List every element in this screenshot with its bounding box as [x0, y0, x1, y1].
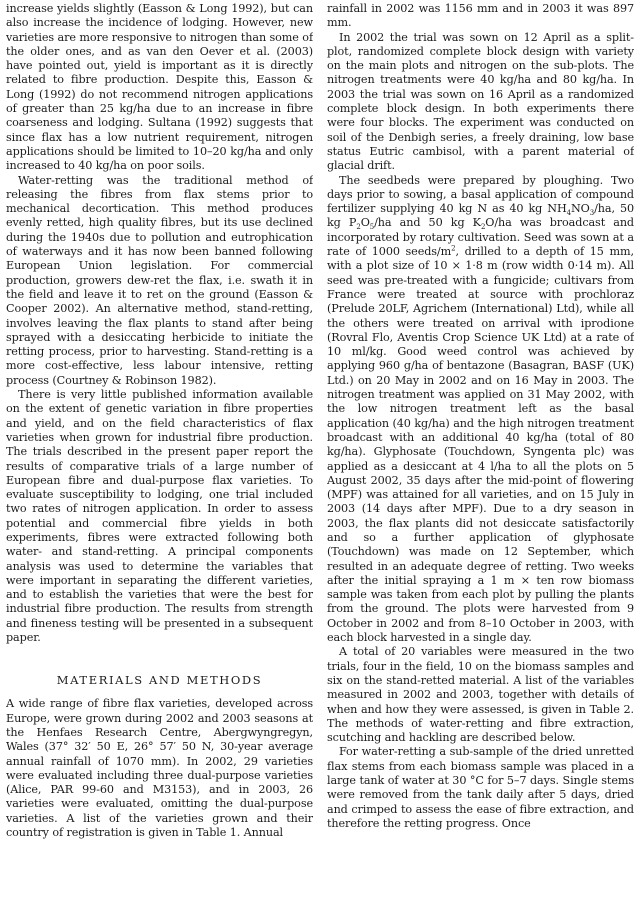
subscript: 2: [480, 223, 486, 232]
subscript: 3: [589, 209, 595, 218]
paragraph: For water-retting a sub-sample of the dried unretted flax stems from each biomass sample was placed in a large tank of water at 30 °C for 5–7 days. Single stems were removed from the tank daily after 5 days, dried and crimped to assess the ease of fibre extraction, and therefore the retting progress. Once: [327, 745, 634, 830]
text-run: O/ha was broadcast and incorporated by rotary cultivation. Seed was sown at a rate of 1000 seeds/m: [327, 216, 634, 259]
text-run: O: [360, 216, 370, 230]
paragraph: [327, 174, 634, 646]
subscript: 4: [566, 209, 571, 218]
left-column: [6, 2, 313, 898]
journal-page: [6, 2, 634, 898]
right-column: [327, 2, 634, 898]
text-run: , drilled to a depth of 15 mm, with a plot size of 10 × 1·8 m (row width 0·14 m). All seed was pre-treated with a fungicide; cultivars from France were treated at source with prochloraz (Prelude 20LF, Agrichem (International) Ltd), while all the others were treated on arrival with iprodione (Rovral Flo, Aventis Crop Science UK Ltd) at a rate of 10 ml/kg. Good weed control was achieved by applying 960 g/ha of bentazone (Basagran, BASF (UK) Ltd.) on 20 May in 2002 and on 16 May in 2003. The nitrogen treatment was applied on 31 May 2002, with the low nitrogen treatment left as the basal application (40 kg/ha) and the high nitrogen treatment broadcast with an additional 40 kg/ha (total of 80 kg/ha). Glyphosate (Touchdown, Syngenta plc) was applied as a desiccant at 4 l/ha to all the plots on 5 August 2002, 35 days after the mid-point of flowering (MPF) was attained for all varieties, and on 15 July in 2003 (14 days after MPF). Due to a dry season in 2003, the flax plants did not desiccate satisfactorily and so a further application of glyphosate (Touchdown) was made on 12 September, which resulted in an adequate degree of retting. Two weeks after the initial spraying a 1 m × ten row biomass sample was taken from each plot by pulling the plants from the ground. The plots were harvested from 9 October in 2002 and from 8–10 October in 2003, with each block harvested in a single day.: [327, 245, 634, 645]
paragraph: Water-retting was the traditional method of releasing the fibres from flax stems prior to mechanical decortication. This method produces evenly retted, high quality fibres, but its use declined during the 1940s due to pollution and eutrophication of waterways and it has now been banned following European Union legislation. For commercial production, growers dew-ret the flax, i.e. swath it in the field and leave it to ret on the ground (Easson & Cooper 2002). An alternative method, stand-retting, involves leaving the flax plants to stand after being sprayed with a desiccating herbicide to initiate the retting process, prior to harvesting. Stand-retting is a more cost-effective, less labour intensive, retting process (Courtney & Robinson 1982).: [6, 173, 313, 387]
superscript: 2: [451, 244, 456, 253]
section-heading: MATERIALS AND METHODS: [56, 673, 263, 688]
paragraph: increase yields slightly (Easson & Long 1992), but can also increase the incidence of lodging. However, new varieties are more responsive to nitrogen than some of the older ones, and as van den Oever et al. (2003) have pointed out, yield is important as it is directly related to fibre production. Despite this, Easson & Long (1992) do not recommend nitrogen applications of greater than 25 kg/ha due to an increase in fibre coarseness and lodging. Sultana (1992) suggests that since flax has a low nutrient requirement, nitrogen applications should be limited to 10–20 kg/ha and only increased to 40 kg/ha on poor soils.: [6, 2, 313, 173]
paragraph: A total of 20 variables were measured in the two trials, four in the field, 10 on the biomass samples and six on the stand-retted material. A list of the variables measured in 2002 and 2003, together with details of when and how they were assessed, is given in Table 2. The methods of water-retting and fibre extraction, scutching and hackling are described below.: [327, 645, 634, 745]
subscript: 2: [356, 223, 361, 232]
text-run: The seedbeds were prepared by ploughing. Two days prior to sowing, a basal application of compound fertilizer supplying 40 kg N as 40 kg NH: [327, 173, 634, 216]
subscript: 5: [369, 223, 375, 232]
paragraph: In 2002 the trial was sown on 12 April as a split-plot, randomized complete block design with variety on the main plots and nitrogen on the sub-plots. The nitrogen treatments were 40 kg/ha and 80 kg/ha. In 2003 the trial was sown on 16 April as a randomized complete block design. In both experiments there were four blocks. The experiment was conducted on soil of the Denbigh series, a freely draining, low base status Eutric cambisol, with a parent material of glacial drift.: [327, 30, 634, 173]
text-run: /ha, 50 kg P: [327, 202, 634, 230]
text-run: NO: [570, 202, 590, 216]
paragraph: There is very little published information available on the extent of genetic variation in fibre properties and yield, and on the field characteristics of flax varieties when grown for industrial fibre production. The trials described in the present paper report the results of comparative trials of a large number of European fibre and dual-purpose flax varieties. To evaluate susceptibility to lodging, one trial included two rates of nitrogen application. In order to assess potential and commercial fibre yields in both experiments, fibres were extracted following both water- and stand-retting. A principal components analysis was used to determine the variables that were important in separating the different varieties, and to establish the varieties that were the best for industrial fibre production. The results from strength and fineness testing will be presented in a subsequent paper.: [6, 388, 313, 645]
paragraph: A wide range of fibre flax varieties, developed across Europe, were grown during 2002 and 2003 seasons at the Henfaes Research Centre, Abergwyngregyn, Wales (37° 32′ 50 E, 26° 57′ 50 N, 30-year average annual rainfall of 1070 mm). In 2002, 29 varieties were evaluated including three dual-purpose varieties (Alice, PAR 99-60 and M3153), and in 2003, 26 varieties were evaluated, omitting the dual-purpose varieties. A list of the varieties grown and their country of registration is given in Table 1. Annual: [6, 697, 313, 840]
text-run: /ha and 50 kg K: [374, 216, 481, 230]
paragraph: rainfall in 2002 was 1156 mm and in 2003 it was 897 mm.: [327, 2, 634, 30]
